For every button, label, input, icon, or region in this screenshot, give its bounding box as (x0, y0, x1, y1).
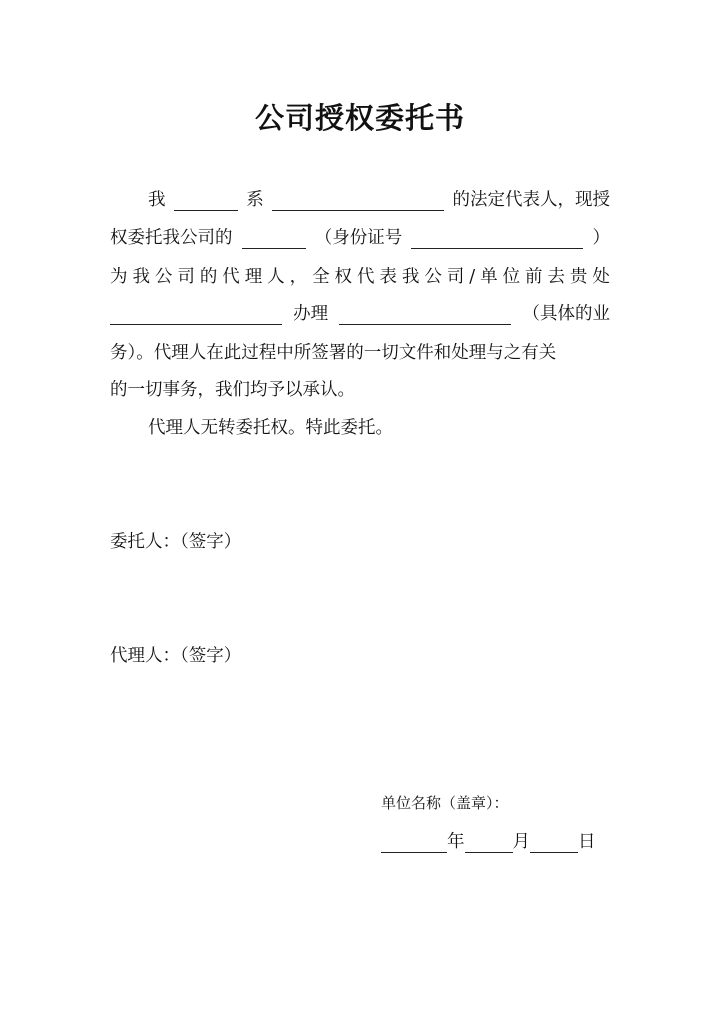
body-line-2 (110, 222, 610, 254)
blank-business[interactable] (339, 304, 511, 325)
body-line-5: 务）。代理人在此过程中所签署的一切文件和处理与之有关 (110, 343, 557, 363)
year-label: 年 (447, 832, 465, 852)
char: 公 (154, 267, 173, 287)
char: / (469, 267, 476, 287)
text-specific-business: （具体的业 (522, 304, 610, 324)
char: 司 (177, 267, 195, 287)
char: 为 (110, 267, 128, 287)
char: 处 (592, 267, 610, 287)
char: 我 (401, 267, 420, 287)
text-xi: 系 (246, 190, 264, 210)
text-wo: 我 (148, 190, 166, 210)
principal-signature: 委托人：（签字） (110, 532, 242, 552)
date-line (381, 828, 596, 853)
char: 我 (132, 267, 150, 287)
char: 全 (312, 267, 330, 287)
char: 的 (199, 267, 218, 287)
blank-name[interactable] (174, 190, 238, 211)
char: 代 (356, 267, 375, 287)
month-label: 月 (512, 832, 530, 852)
blank-day[interactable] (530, 834, 578, 853)
text-legal-rep: 的法定代表人，现授 (452, 190, 610, 210)
blank-company[interactable] (272, 190, 444, 211)
char: 公 (424, 267, 442, 287)
char: 贵 (569, 267, 588, 287)
body-line-3 (110, 261, 610, 293)
day-label: 日 (578, 832, 596, 852)
body-line-4 (110, 298, 610, 330)
text-id-label: （身份证号 (314, 228, 403, 248)
char: 人 (267, 267, 285, 287)
text-close-paren: ） (592, 228, 610, 248)
char: 去 (547, 267, 565, 287)
char: 理 (244, 267, 263, 287)
body-line-1 (148, 184, 610, 216)
body-line-7: 代理人无转委托权。特此委托。 (148, 418, 393, 438)
blank-month[interactable] (465, 834, 513, 853)
char: 表 (379, 267, 397, 287)
char: 位 (502, 267, 521, 287)
blank-destination[interactable] (110, 304, 282, 325)
blank-id-number[interactable] (411, 228, 583, 249)
char: 代 (222, 267, 240, 287)
char: 前 (525, 267, 543, 287)
document-title: 公司授权委托书 (254, 101, 465, 135)
blank-year[interactable] (381, 834, 447, 853)
char: ， (289, 267, 308, 287)
text-authorize: 权委托我公司的 (110, 228, 233, 248)
char: 司 (446, 267, 465, 287)
text-handle: 办理 (293, 304, 329, 324)
char: 权 (334, 267, 353, 287)
organization-seal-label: 单位名称（盖章）： (381, 794, 509, 812)
char: 单 (480, 267, 498, 287)
blank-agent-name[interactable] (242, 228, 306, 249)
body-line-6: 的一切事务，我们均予以承认。 (110, 380, 355, 400)
agent-signature: 代理人：（签字） (110, 646, 242, 666)
